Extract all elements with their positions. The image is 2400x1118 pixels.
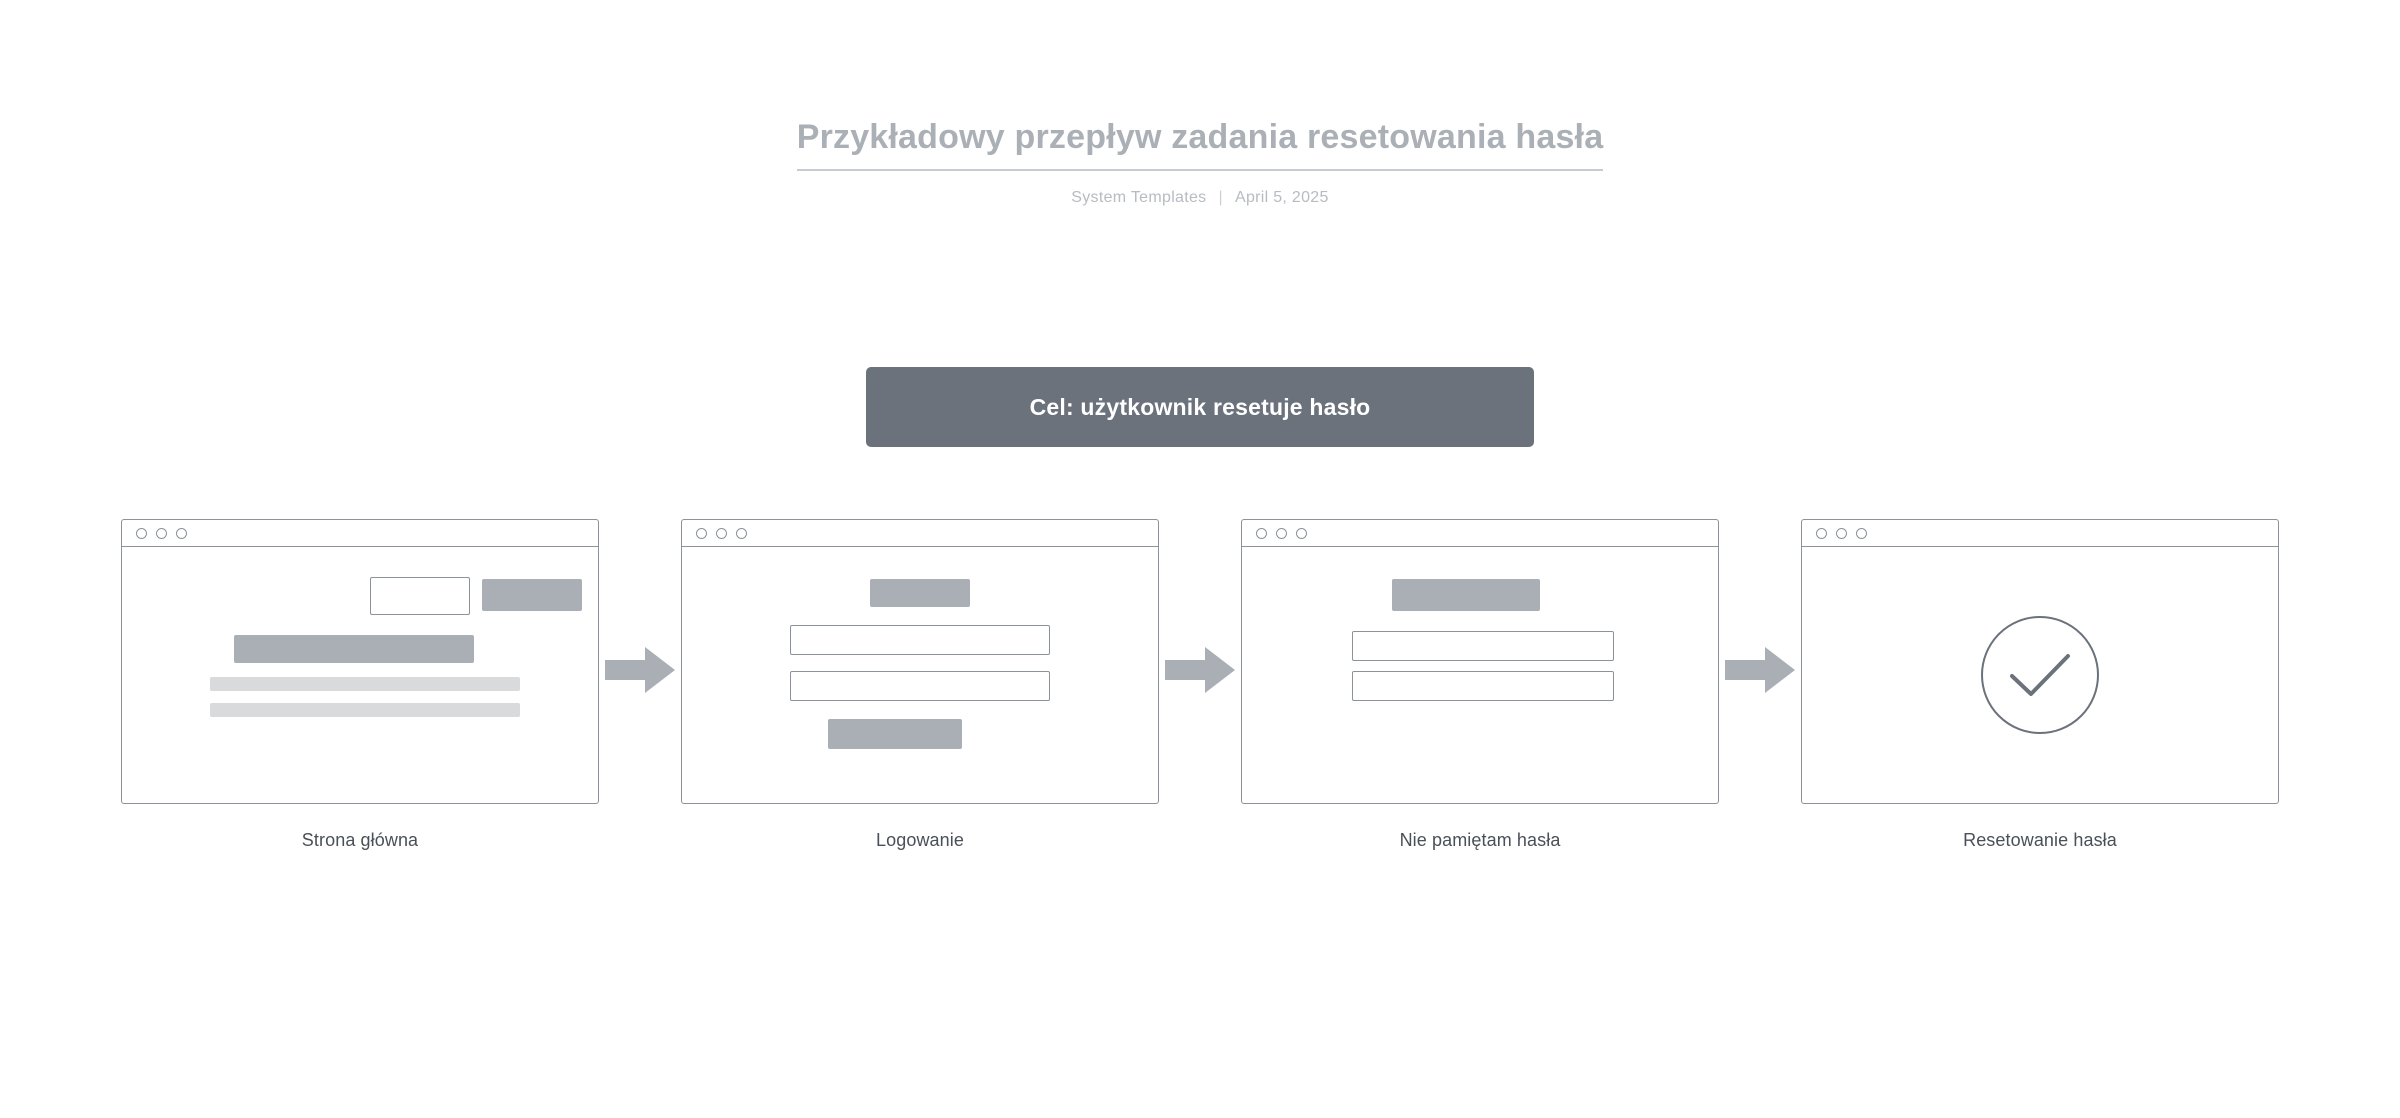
goal-banner bbox=[866, 367, 1534, 447]
subtitle-date: April 5, 2025 bbox=[1234, 189, 1329, 206]
browser-window-home bbox=[121, 519, 599, 804]
window-close-dot-icon bbox=[696, 528, 707, 539]
flow-step-caption: Nie pamiętam hasła bbox=[1399, 830, 1561, 850]
flow-arrow-2 bbox=[1160, 519, 1240, 693]
wireframe-text-line-2 bbox=[210, 703, 520, 717]
window-close-dot-icon bbox=[1256, 528, 1267, 539]
wireframe-nav-button bbox=[482, 579, 582, 611]
flow-step-reset-password[interactable] bbox=[1800, 519, 2280, 851]
wireframe-search-field bbox=[370, 577, 470, 615]
flow-step-caption: Resetowanie hasła bbox=[1963, 830, 2117, 850]
wireframe-form-title bbox=[1392, 579, 1540, 611]
flow-step-login[interactable] bbox=[680, 519, 1160, 851]
window-minimize-dot-icon bbox=[1276, 528, 1287, 539]
window-maximize-dot-icon bbox=[1856, 528, 1867, 539]
window-minimize-dot-icon bbox=[1836, 528, 1847, 539]
success-check-icon bbox=[1981, 616, 2099, 734]
flow-diagram bbox=[0, 519, 2400, 851]
browser-titlebar bbox=[682, 520, 1158, 547]
browser-window-reset bbox=[1801, 519, 2279, 804]
browser-window-forgot bbox=[1241, 519, 1719, 804]
arrow-right-icon bbox=[1725, 647, 1795, 693]
wireframe-username-field bbox=[790, 625, 1050, 655]
window-maximize-dot-icon bbox=[176, 528, 187, 539]
window-close-dot-icon bbox=[136, 528, 147, 539]
browser-titlebar bbox=[1242, 520, 1718, 547]
arrow-right-icon bbox=[1165, 647, 1235, 693]
browser-content-login bbox=[682, 547, 1158, 803]
page-title: Przykładowy przepływ zadania resetowania hasła bbox=[797, 118, 1604, 171]
browser-titlebar bbox=[1802, 520, 2278, 547]
window-minimize-dot-icon bbox=[156, 528, 167, 539]
wireframe-text-line-1 bbox=[210, 677, 520, 691]
wireframe-email-field bbox=[1352, 631, 1614, 661]
flow-step-home[interactable] bbox=[120, 519, 600, 851]
window-minimize-dot-icon bbox=[716, 528, 727, 539]
browser-content-forgot bbox=[1242, 547, 1718, 803]
page-subtitle bbox=[0, 189, 2400, 207]
page-header bbox=[0, 0, 2400, 207]
wireframe-form-title bbox=[870, 579, 970, 607]
flow-step-caption: Strona główna bbox=[301, 830, 419, 850]
browser-window-login bbox=[681, 519, 1159, 804]
window-maximize-dot-icon bbox=[1296, 528, 1307, 539]
wireframe-password-field bbox=[790, 671, 1050, 701]
flow-step-caption: Logowanie bbox=[876, 830, 964, 850]
wireframe-heading-bar bbox=[234, 635, 474, 663]
goal-banner-label: Cel: użytkownik resetuje hasło bbox=[1029, 393, 1371, 420]
browser-content-home bbox=[122, 547, 598, 803]
subtitle-separator: | bbox=[1218, 189, 1223, 206]
flow-arrow-3 bbox=[1720, 519, 1800, 693]
subtitle-source: System Templates bbox=[1071, 189, 1207, 206]
wireframe-submit-button bbox=[828, 719, 962, 749]
flow-step-forgot-password[interactable] bbox=[1240, 519, 1720, 851]
arrow-right-icon bbox=[605, 647, 675, 693]
browser-titlebar bbox=[122, 520, 598, 547]
wireframe-confirm-field bbox=[1352, 671, 1614, 701]
window-maximize-dot-icon bbox=[736, 528, 747, 539]
goal-banner-container bbox=[0, 367, 2400, 447]
browser-content-reset bbox=[1802, 547, 2278, 803]
window-close-dot-icon bbox=[1816, 528, 1827, 539]
flow-arrow-1 bbox=[600, 519, 680, 693]
